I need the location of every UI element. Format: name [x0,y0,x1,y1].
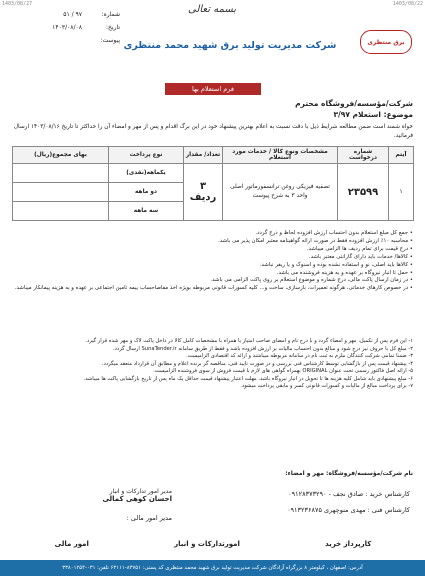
letter-meta [10,8,120,47]
finance-manager-line: مدیر امور مالی : [126,514,172,522]
cell-payment-2: دو ماهه [109,183,184,202]
note-item: ۲- مبلغ کل با حروف نیز درج شود و مبالغ بدون احتساب مالیات بر ارزش افزوده باشد و فقط از طریق سامانه SunaTender.ir ارسال گردد. [112,345,413,352]
date-value: ۱۴۰۳/۰۸/۰۸ [52,24,82,31]
signature-finance: امور مالی [54,540,89,548]
term-item: • حمل تا انبار نیروگاه بر عهده و به هزینه فروشنده می باشد. [276,269,413,276]
header-payment: نوع پرداخت [109,147,184,164]
form-title-banner: فرم استعلام بها [165,83,261,95]
buyer-contact: کارشناس خرید : صادق نجف - ۰۹۱۲۸۳۷۳۲۹۰ [288,490,410,498]
table-header-row [13,147,414,164]
signature-procurement: امورتدارکات و انبار [174,540,240,548]
notes-list [13,338,413,391]
term-item: • محاسبه ۱۰٪ ارزش افزوده فقط در صورت ارائه گواهینامه معتبر امکان پذیر می باشد. [218,237,413,244]
cell-payment-1: یکماهه(نقدی) [109,164,184,183]
header-description: مشخصات ونوع کالا / خدمات مورد استعلام [223,147,338,164]
meta-attachment-row [10,34,120,47]
term-item: • در خصوص کارهای خدماتی، هرگونه تعمیرات، بازسازی، ساخت و... کلیه کسورات قانونی مربوطه بویژه اخذ مفاصاحساب بیمه تامین اجتماعی بر عهده و به هزینه پیمانکار میباشد. [14,285,413,292]
company-sign-line: نام شرکت/مؤسسه/فروشگاه: مهر و امضاء: [285,470,413,477]
stamp-person-name: احسان کوهی کمالی [102,495,172,503]
tech-contact: کارشناس فنی : مهدی منوچهری ۰۹۱۳۲۳۶۸۷۵ [287,506,410,514]
note-item: ۱- این فرم پس از تکمیل، مهر و امضاء گردد و با درج نام و امضای صاحب امتیاز یا همراه با مشخصات کامل کالا در داخل پاکت لاک و مهر شده قرار گیرد. [85,338,413,344]
cell-request-no: ۲۳۵۹۹ [338,164,389,221]
term-item: • درج قیمت برای تمام ردیف ها الزامی میباشد. [306,245,413,252]
cell-total-1[interactable] [13,164,109,183]
timestamp-right: 1403/08/22 [392,1,423,7]
term-item: • کالاها باید اصلی، نو و استفاده نشده بوده و اسنوک و یا ریفر نباشد. [259,261,413,268]
table-row [13,164,414,183]
subject-line: موضوع: استعلام ۳/۹۷ [333,110,413,119]
number-value: ۹۷ / ۵۱ [63,11,82,18]
header-item: آیتم [389,147,414,164]
footer-address: آدرس: اصفهان ، کیلومتر ۸ بزرگراه آزادگان شرکت مدیریت تولید برق شهید محمد منتظری کد پستی: ۸۳۷۵۱-۶۳۱۱۱ تلفن: ۰۳۱-۳۳۸۰۱۲۵۴ [0,560,425,576]
header-quantity: تعداد/ مقدار [184,147,223,164]
recipient-line: شرکت/مؤسسه/فروشگاه محترم [295,99,413,108]
cell-item: ۱ [389,164,414,221]
company-logo [360,30,412,54]
cell-payment-3: سه ماهه [109,202,184,221]
note-item: ۴- پیشنهاد قیمت پس از بازگشایی توسط کارشناس فنی بررسی و در صورت تایید فنی، مناقصه گر برنده اعلام و مطابق آن قرارداد منعقد میگردد. [101,360,413,367]
cell-total-2[interactable] [13,183,109,202]
meta-date-row [10,21,120,34]
date-label: تاریخ: [106,24,120,31]
stamp-title: مدیر امور تدارکات و انبار [109,488,172,495]
term-item: • جمع کل مبلغ استعلام بدون احتساب ارزش افزوده لحاظ و درج گردد. [255,230,413,236]
attachment-label: پیوست: [100,37,120,44]
logo-text: برق منتظری [367,38,405,46]
bismillah-header: بسمه تعالی [188,4,237,15]
term-item: • کالاها/ خدمات باید دارای گارانتی معتبر باشد. [308,253,413,260]
cell-quantity: ۳ ردیف [184,164,223,221]
company-name: شرکت مدیریت تولید برق شهید محمد منتظری [123,40,337,51]
note-item: ۶- مبلغ پیشنهادی باید شامل کلیه هزینه ها تا تحویل در انبار نیروگاه باشد. مهلت اعتبار پیشنهاد قیمت حداقل یک ماه پس از تاریخ بازگشایی پاکت ها میباشد. [83,375,413,382]
note-item: ۷- برای پرداخت مبالغ از مالیات و کسورات قانونی کسر و مابقی پرداخت میشود. [240,383,413,389]
term-item: • در زمان ارسال پاکت مالی، درج شماره و موضوع استعلام بر روی پاکت الزامی می باشد. [210,277,413,284]
inquiry-table [12,146,414,221]
note-item: ۳- ضمنا تمامی شرکت کنندگان ملزم به ثبت نام در سامانه مربوطه میباشند و ارائه کد اقتصادی الزامیست. [186,353,413,359]
signature-buyer: کارپرداز خرید [325,540,372,548]
number-label: شماره: [101,11,120,18]
cell-total-3[interactable] [13,202,109,221]
header-request-no: شماره درخواست [338,147,389,164]
contacts-block [170,486,410,518]
cell-description: تصفیه فیزیکی روغن ترانسفورماتور اصلی واحد ۳ به شرح پیوست [223,164,338,221]
note-item: ۵- ارائه اصل فاکتور رسمی تحت عنوان ORIGINAL بهمراه گواهی های لازم با قیمت فروش از سوی فروشنده الزامیست. [153,368,413,374]
procurement-stamp [12,488,172,503]
terms-list [13,230,413,293]
timestamp-left: 1403/08/27 [2,1,33,7]
meta-number-row [10,8,120,21]
header-total: بهای مجموع(ریال) [13,147,109,164]
intro-paragraph: خواه شمند است ضمن مطالعه شرایط ذیل با دقت نسبت به اعلام بهترین پیشنهاد خود در این برگ اقدام و پس از مهر و امضاء آن را حداکثر تا تاریخ ۱۴۰۳/۰۸/۱۶ ارسال فرمائید. [13,124,413,139]
signature-row [12,540,414,548]
